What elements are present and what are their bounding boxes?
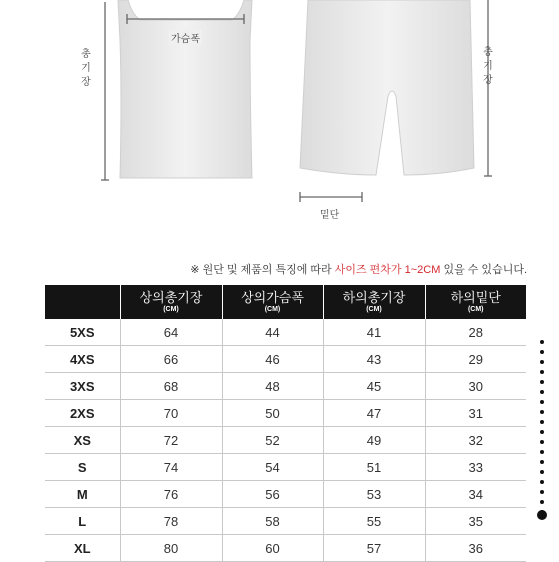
size-label-cell: 5XS	[45, 319, 120, 346]
pagination-dot	[540, 470, 544, 474]
size-deviation-note	[190, 261, 527, 277]
pagination-dot	[540, 420, 544, 424]
measurement-cell: 60	[222, 535, 323, 562]
table-row	[45, 481, 526, 508]
pagination-dots	[536, 340, 548, 540]
measurement-cell: 32	[425, 427, 526, 454]
table-header-row	[45, 285, 526, 319]
measurement-cell: 74	[120, 454, 222, 481]
header-unit: (CM)	[163, 306, 179, 313]
measurement-cell: 29	[425, 346, 526, 373]
measurement-cell: 51	[323, 454, 425, 481]
measurement-cell: 31	[425, 400, 526, 427]
measurement-cell: 78	[120, 508, 222, 535]
pagination-dot	[540, 340, 544, 344]
garment-illustration	[0, 0, 559, 230]
pagination-dot	[540, 460, 544, 464]
header-size-cell	[45, 285, 120, 319]
header-cell	[323, 285, 425, 319]
header-unit: (CM)	[366, 306, 382, 313]
pagination-dot	[540, 440, 544, 444]
note-prefix: ※ 원단 및 제품의 특징에 따라	[190, 264, 335, 276]
measurement-cell: 70	[120, 400, 222, 427]
header-unit: (CM)	[264, 306, 281, 313]
bottom-length-label-text: 총 기 장	[483, 47, 493, 86]
size-label-cell: S	[45, 454, 120, 481]
measurement-cell: 48	[222, 373, 323, 400]
hem-label: 밑단	[320, 210, 340, 221]
garment-diagram	[0, 0, 559, 230]
measurement-cell: 46	[222, 346, 323, 373]
bottom-length-label	[482, 46, 494, 88]
measurement-cell: 55	[323, 508, 425, 535]
measurement-cell: 34	[425, 481, 526, 508]
pagination-dot-active	[537, 510, 547, 520]
pagination-dot	[540, 500, 544, 504]
measurement-cell: 66	[120, 346, 222, 373]
measurement-cell: 36	[425, 535, 526, 562]
measurement-cell: 45	[323, 373, 425, 400]
measurement-cell: 50	[222, 400, 323, 427]
header-cell	[222, 285, 323, 319]
measurement-cell: 72	[120, 427, 222, 454]
size-label-cell: 2XS	[45, 400, 120, 427]
measurement-cell: 47	[323, 400, 425, 427]
top-length-label	[80, 48, 92, 90]
measurement-cell: 30	[425, 373, 526, 400]
measurement-cell: 76	[120, 481, 222, 508]
measurement-cell: 54	[222, 454, 323, 481]
pagination-dot	[540, 430, 544, 434]
measurement-cell: 33	[425, 454, 526, 481]
size-label-cell: 4XS	[45, 346, 120, 373]
tank-top-shape	[118, 0, 252, 178]
measurement-cell: 35	[425, 508, 526, 535]
pagination-dot	[540, 410, 544, 414]
header-label: 하의밑단	[450, 290, 501, 305]
measurement-cell: 53	[323, 481, 425, 508]
shorts-shape	[300, 0, 474, 175]
pagination-dot	[540, 380, 544, 384]
table-row	[45, 427, 526, 454]
measurement-cell: 49	[323, 427, 425, 454]
measurement-cell: 41	[323, 319, 425, 346]
measurement-cell: 80	[120, 535, 222, 562]
note-suffix: 있을 수 있습니다.	[440, 264, 527, 276]
measurement-cell: 43	[323, 346, 425, 373]
header-label: 상의총기장	[139, 290, 203, 305]
header-label: 하의총기장	[342, 290, 406, 305]
table-row	[45, 319, 526, 346]
header-unit: (CM)	[467, 306, 484, 313]
size-label-cell: XL	[45, 535, 120, 562]
table-row	[45, 373, 526, 400]
size-label-cell: L	[45, 508, 120, 535]
table-row	[45, 508, 526, 535]
header-label: 상의가슴폭	[241, 290, 304, 305]
size-label-cell: M	[45, 481, 120, 508]
pagination-dot	[540, 490, 544, 494]
pagination-dot	[540, 480, 544, 484]
measurement-cell: 57	[323, 535, 425, 562]
chest-width-label: 가슴폭	[169, 30, 202, 45]
pagination-dot	[540, 370, 544, 374]
measurement-cell: 44	[222, 319, 323, 346]
measurement-cell: 28	[425, 319, 526, 346]
top-length-label-text: 총 기 장	[81, 49, 91, 88]
note-highlight: 사이즈 편차가 1~2CM	[334, 264, 441, 276]
table-row	[45, 400, 526, 427]
header-cell	[425, 285, 526, 319]
size-label-cell: XS	[45, 427, 120, 454]
size-chart-table	[45, 285, 526, 562]
pagination-dot	[540, 360, 544, 364]
header-cell	[120, 285, 222, 319]
measurement-cell: 58	[222, 508, 323, 535]
table-body	[45, 319, 526, 562]
pagination-dot	[540, 400, 544, 404]
table-row	[45, 346, 526, 373]
size-label-cell: 3XS	[45, 373, 120, 400]
measurement-cell: 52	[222, 427, 323, 454]
measurement-cell: 56	[222, 481, 323, 508]
measurement-cell: 68	[120, 373, 222, 400]
pagination-dot	[540, 390, 544, 394]
table-row	[45, 454, 526, 481]
table-row	[45, 535, 526, 562]
measurement-cell: 64	[120, 319, 222, 346]
pagination-dot	[540, 450, 544, 454]
pagination-dot	[540, 350, 544, 354]
